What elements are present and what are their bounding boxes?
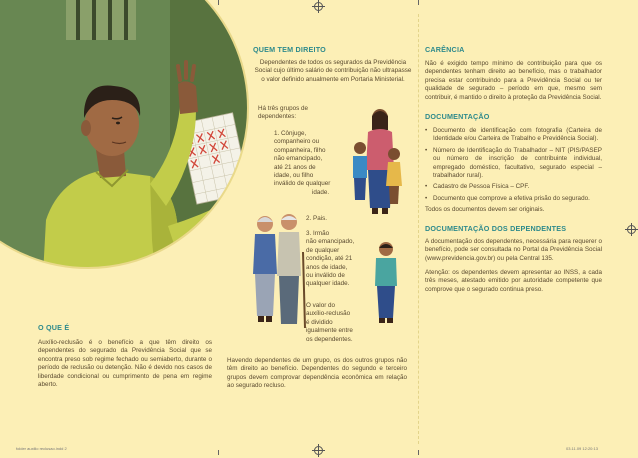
groups-exclusion-note: Havendo dependentes de um grupo, os dos outros grupos não têm direito ao benefício. Dependentes do segundo e terceiro grupos devem comprovar dependência econômica em relação ao segurado recluso. (227, 357, 407, 390)
family-illustration (350, 108, 406, 218)
registration-mark-right (627, 225, 636, 234)
crop-tick (418, 0, 419, 5)
what-is-heading: O QUE É (38, 323, 70, 332)
crop-tick (218, 450, 219, 455)
who-is-entitled-intro: Dependentes de todos os segurados da Previdência Social cujo último salário de contribuição não ultrapasse o valor definido anualmente em Portaria Ministerial. (254, 59, 412, 83)
what-is-body: Auxílio-reclusão é o benefício a que têm direito os dependentes do segurado da Previdência Social que se encontra preso sob regime fechado ou semiaberto, durante o período de reclusão ou detenção. Não é devido nos casos de liberdade condicional ou cumprimento de pena em regime aberto. (38, 339, 212, 389)
registration-mark-bottom (314, 446, 323, 455)
sibling-illustration (371, 240, 401, 324)
attention-note: Atenção: os dependentes devem apresentar ao INSS, a cada três meses, atestado emitido por autoridade competente que comprove que o segurado continua preso. (425, 268, 602, 293)
right-column (425, 45, 602, 294)
doc-item-prison-proof: • Documento que comprove a efetiva prisão do segurado. (425, 195, 602, 203)
footer-timestamp: 03.11.09 12:20:13 (566, 446, 598, 451)
groups-intro: Há três grupos de dependentes: (258, 105, 309, 121)
group-2: 2. Pais. (306, 215, 327, 222)
dependents-documentation-body: A documentação dos dependentes, necessária para requerer o benefício, pode ser consultada no Portal da Previdência Social (www.previdencia.gov.br) ou pela Central 135. (425, 237, 602, 262)
group-1: 1. Cônjuge, companheiro ou companheira, filho não emancipado, até 21 anos de idade, ou filho inválido de qualquer idade. (274, 130, 331, 196)
doc-item-identity: • Documento de identificação com fotografia (Carteira de Identidade e/ou Carteira de Trabalho e Previdência Social). (425, 127, 602, 144)
prisoner-illustration (0, 0, 252, 330)
crop-tick (418, 450, 419, 455)
value-division: O valor do auxílio-reclusão é dividido igualmente entre os dependentes. (306, 302, 353, 343)
dependents-documentation-heading: DOCUMENTAÇÃO DOS DEPENDENTES (425, 223, 567, 233)
fold-line (418, 14, 419, 444)
doc-item-nit: • Número de Identificação do Trabalhador – NIT (PIS/PASEP ou número de inscrição de contribuinte individual, empregado doméstico, facultativo, segurado especial – trabalhador rural). (425, 147, 602, 181)
registration-mark-top (314, 2, 323, 11)
documentation-heading: DOCUMENTAÇÃO (425, 112, 490, 122)
group-3: 3. Irmão não emancipado, de qualquer condição, até 21 anos de idade, ou inválido de qualquer idade. (306, 230, 355, 288)
documentation-list (425, 127, 602, 203)
footer-filename: folder auxilio reclusao.indd 2 (16, 446, 67, 451)
parents-illustration (249, 212, 307, 332)
who-is-entitled-heading: QUEM TEM DIREITO (253, 45, 326, 54)
carencia-heading: CARÊNCIA (425, 45, 465, 54)
documentation-note: Todos os documentos devem ser originais. (425, 206, 545, 214)
what-is-section (38, 323, 212, 389)
carencia-body: Não é exigido tempo mínimo de contribuição para que os dependentes tenham direito ao benefício, mas o trabalhador precisa estar contribuindo para a Previdência Social ou ter qualidade de segurado – período em que, mesmo sem contribuir, é mantido o direito à proteção da Previdência Social. (425, 60, 602, 101)
doc-item-cpf: • Cadastro de Pessoa Física – CPF. (425, 183, 602, 191)
